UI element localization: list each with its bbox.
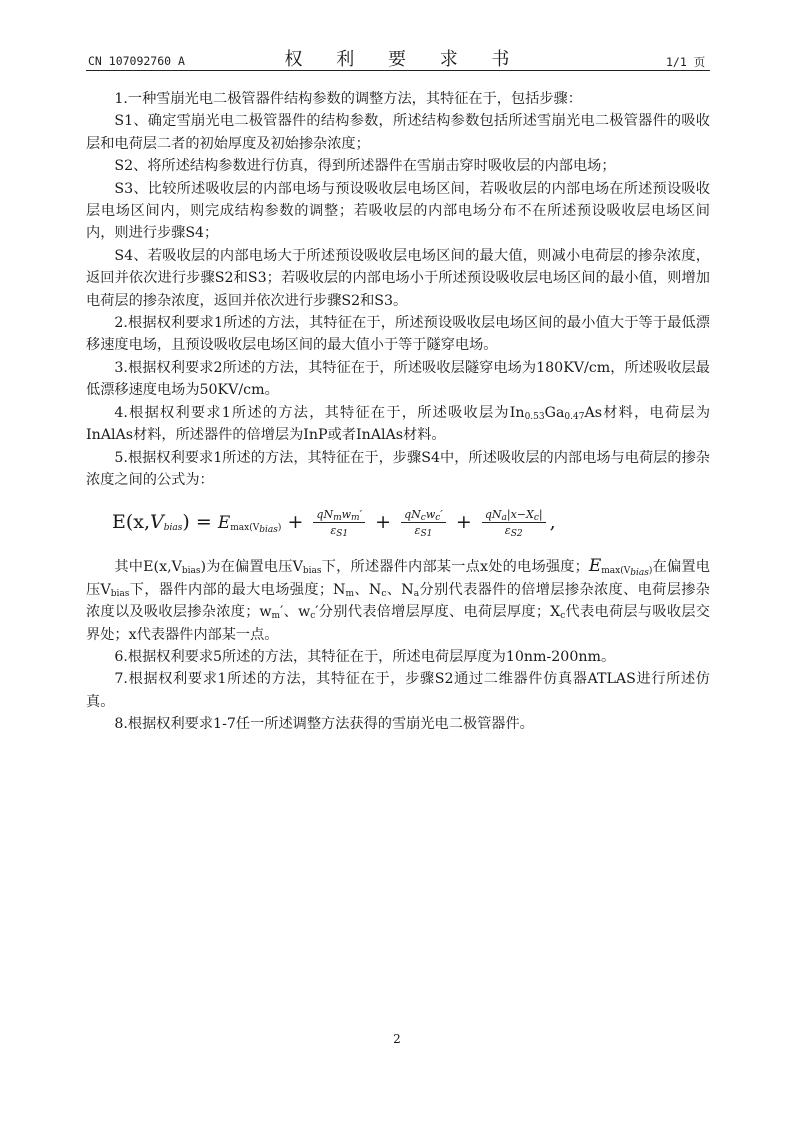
claim-2: 2.根据权利要求1所述的方法，其特征在于，所述预设吸收层电场区间的最小值大于等于最低漂移速度电场，且预设吸收层电场区间的最大值小于等于隧穿电场。 [86, 315, 710, 354]
claim-1: 1.一种雪崩光电二极管器件结构参数的调整方法，其特征在于，包括步骤： [114, 91, 582, 107]
claim-6: 6.根据权利要求5所述的方法，其特征在于，所述电荷层厚度为10nm-200nm。 [114, 648, 616, 665]
fraction-absorption-term: $\frac{qN_a|x-X_c|}{\varepsilon_{S2}}$ [482, 507, 546, 539]
page-number: 2 [393, 1032, 401, 1046]
claims-body [86, 88, 710, 736]
claim-4: 4.根据权利要求1所述的方法，其特征在于，所述吸收层为$In_{0.53}Ga_{0.47}As$材料，电荷层为InAlAs材料，所述器件的倍增层为InP或者InAlAs材料。 [86, 404, 711, 444]
claim-1-step-s4: S4、若吸收层的内部电场大于所述预设吸收层电场区间的最大值，则减小电荷层的掺杂浓度，返回并依次进行步骤S2和S3；若吸收层的内部电场小于所述预设吸收层电场区间的最小值，则增加电荷层的掺杂浓度，返回并依次进行步骤S2和S3。 [86, 247, 710, 309]
fraction-charge-term: $\frac{qN_cw_c'}{\varepsilon_{S1}}$ [401, 507, 446, 539]
claim-1-step-s2: S2、将所述结构参数进行仿真，得到所述器件在雪崩击穿时吸收层的内部电场； [114, 158, 616, 175]
page-indicator: 1/1 页 [666, 55, 706, 69]
document-number: CN 107092760 A [88, 54, 185, 68]
field-formula: $E(x,V_{bias}) = E_{max(V_{bias})}$ + $\frac{qN_mw_m'}{\varepsilon_{S1}}$ + $\frac{qN_cw_c'}{\varepsilon_{S1}}$ + $\frac{qN_a|x-X_c|}{\varepsilon_{S2}}$ , [112, 508, 556, 540]
claim-5: 5.根据权利要求1所述的方法，其特征在于，步骤S4中，所述吸收层的内部电场与电荷层的掺杂浓度之间的公式为： [86, 449, 710, 488]
claim-1-step-s1: S1、确定雪崩光电二极管器件的结构参数，所述结构参数包括所述雪崩光电二极管器件的吸收层和电荷层二者的初始厚度及初始掺杂浓度； [86, 113, 710, 152]
fraction-multiplication-term: $\frac{qN_mw_m'}{\varepsilon_{S1}}$ [313, 507, 365, 539]
page-title: 权 利 要 求 书 [284, 49, 524, 70]
claim-8: 8.根据权利要求1-7任一所述调整方法获得的雪崩光电二极管器件。 [114, 716, 534, 733]
claim-7: 7.根据权利要求1所述的方法，其特征在于，步骤S2通过二维器件仿真器ATLAS进行所述仿真。 [86, 671, 710, 710]
header-divider [86, 70, 710, 71]
claim-3: 3.根据权利要求2所述的方法，其特征在于，所述吸收层隧穿电场为180KV/cm，所述吸收层最低漂移速度电场为50KV/cm。 [86, 359, 710, 399]
claim-1-step-s3: S3、比较所述吸收层的内部电场与预设吸收层电场区间，若吸收层的内部电场在所述预设吸收层电场区间内，则完成结构参数的调整；若吸收层的内部电场分布不在所述预设吸收层电场区间内，则进行步骤S4； [86, 180, 710, 242]
formula-explanation: 其中$E(x,V_{bias})$为在偏置电压$V_{bias}$下，所述器件内部某一点x处的电场强度；$E_{max(V_{bias})}$在偏置电压$V_{bias}$下，器件内部的最大电场强度；$N_m$、$N_c$、$N_a$分别代表器件的倍增层掺杂浓度、电荷层掺杂浓度以及吸收层掺杂浓度；$w_m'$、$w_c'$分别代表倍增层厚度、电荷层厚度；$X_c$代表电荷层与吸收层交界处；x代表器件内部某一点。 [86, 556, 710, 643]
